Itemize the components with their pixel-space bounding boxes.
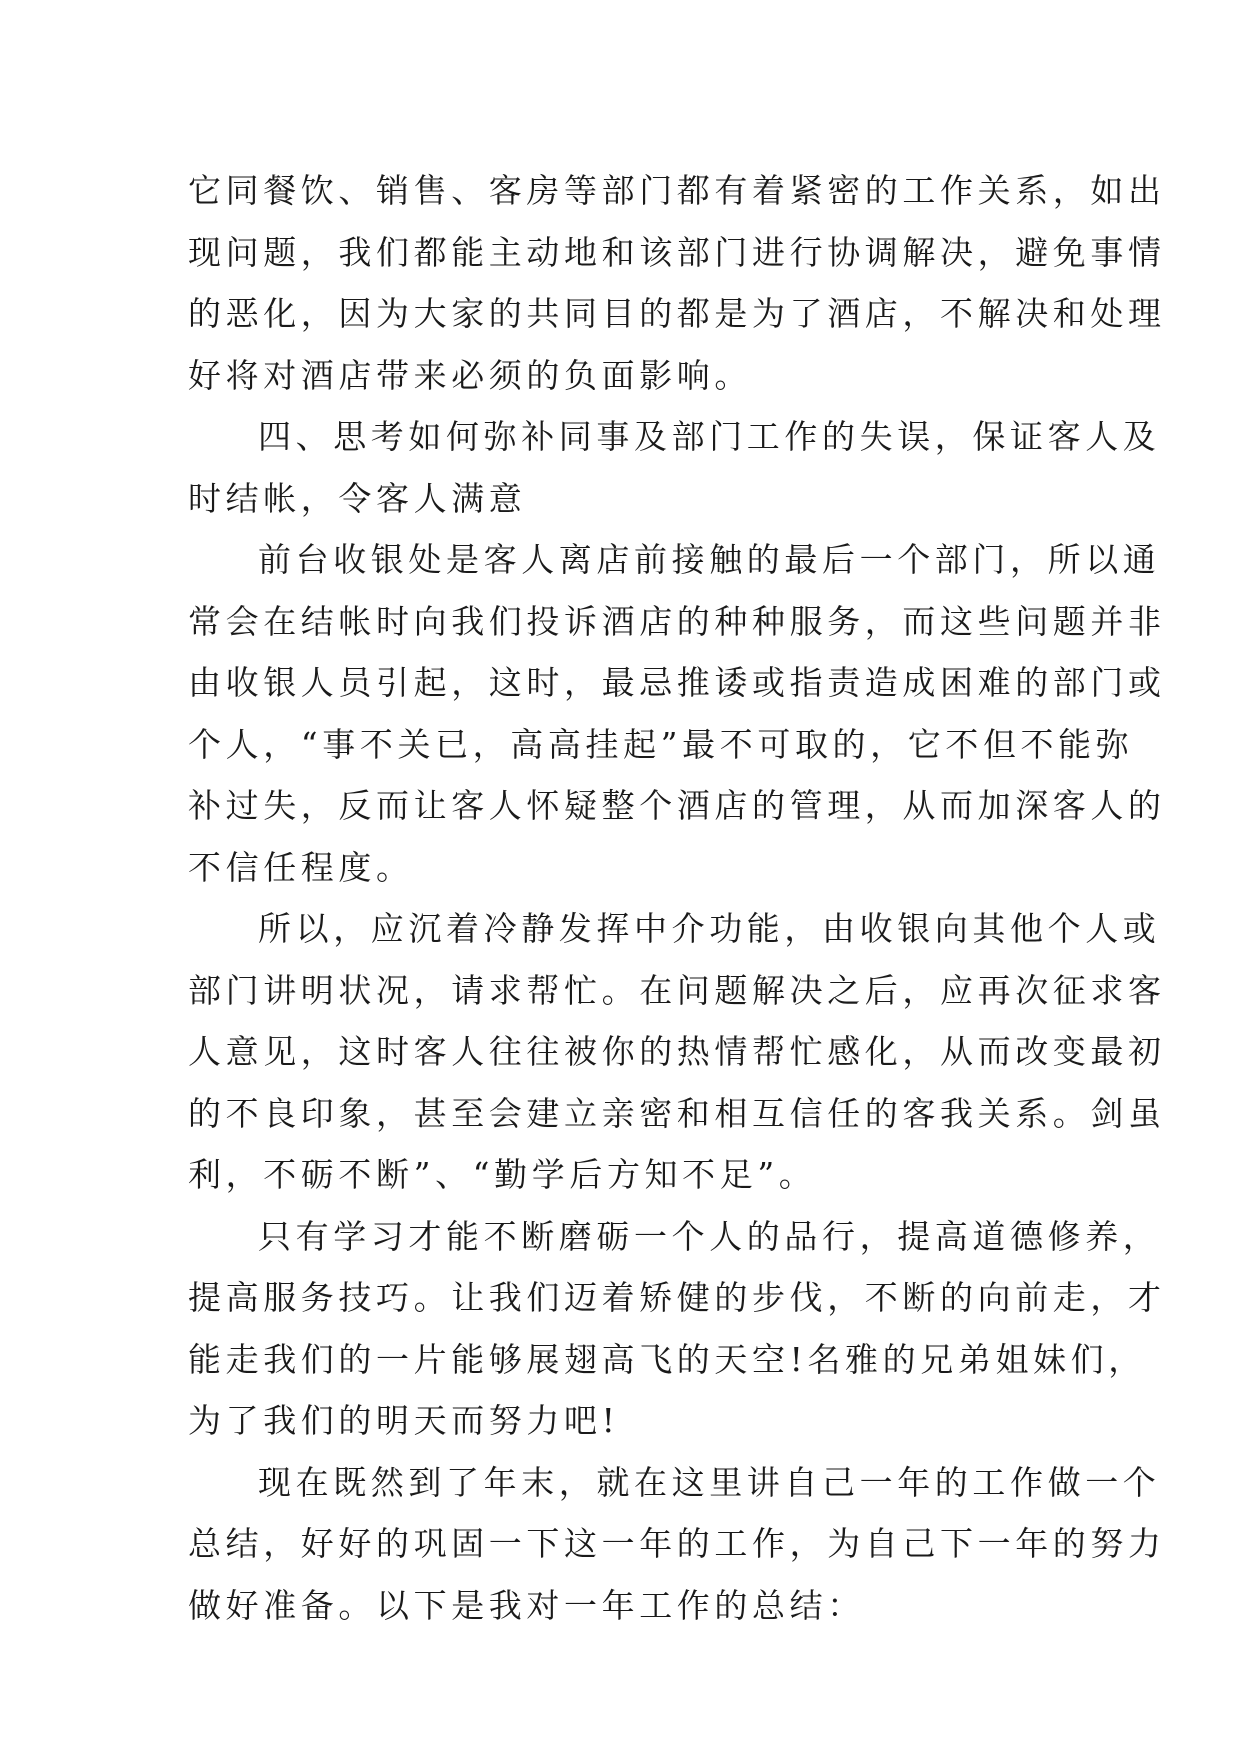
text-line: 的恶化，因为大家的共同目的都是为了酒店，不解决和处理 — [188, 294, 1166, 333]
text-line: 常会在结帐时向我们投诉酒店的种种服务，而这些问题并非 — [188, 601, 1166, 641]
text-line: 现在既然到了年末，就在这里讲自己一年的工作做一个 — [258, 1462, 1161, 1502]
text-line: 利，不砺不断”、“勤学后方知不足”。 — [188, 1155, 817, 1194]
text-line: 的不良印象，甚至会建立亲密和相互信任的客我关系。剑虽 — [188, 1093, 1166, 1133]
text-line: 部门讲明状况，请求帮忙。在问题解决之后，应再次征求客 — [188, 970, 1166, 1010]
text-line: 所以，应沉着冷静发挥中介功能，由收银向其他个人或 — [258, 909, 1161, 948]
text-line: 能走我们的一片能够展翅高飞的天空!名雅的兄弟姐妹们， — [188, 1339, 1146, 1379]
text-line: 四、思考如何弥补同事及部门工作的失误，保证客人及 — [258, 417, 1161, 456]
text-line: 总结，好好的巩固一下这一年的工作，为自己下一年的努力 — [188, 1524, 1166, 1563]
text-line: 为了我们的明天而努力吧! — [188, 1401, 620, 1440]
text-line: 不信任程度。 — [188, 847, 414, 887]
text-line: 好将对酒店带来必须的负面影响。 — [188, 355, 752, 395]
text-line: 前台收银处是客人离店前接触的最后一个部门，所以通 — [258, 540, 1161, 579]
text-line: 个人，“事不关已，高高挂起”最不可取的，它不但不能弥 — [188, 724, 1134, 764]
text-line: 由收银人员引起，这时，最忌推诿或指责造成困难的部门或 — [188, 663, 1166, 702]
text-line: 人意见，这时客人往往被你的热情帮忙感化，从而改变最初 — [188, 1032, 1166, 1071]
document-body — [188, 160, 1166, 1636]
text-line: 只有学习才能不断磨砺一个人的品行，提高道德修养， — [258, 1216, 1161, 1256]
text-line: 现问题，我们都能主动地和该部门进行协调解决，避免事情 — [188, 232, 1166, 272]
text-line: 做好准备。以下是我对一年工作的总结： — [188, 1585, 865, 1625]
text-line: 时结帐，令客人满意 — [188, 478, 527, 518]
text-line: 补过失，反而让客人怀疑整个酒店的管理，从而加深客人的 — [188, 786, 1166, 825]
text-line: 提高服务技巧。让我们迈着矫健的步伐，不断的向前走，才 — [188, 1278, 1166, 1317]
text-line: 它同餐饮、销售、客房等部门都有着紧密的工作关系，如出 — [188, 171, 1166, 210]
